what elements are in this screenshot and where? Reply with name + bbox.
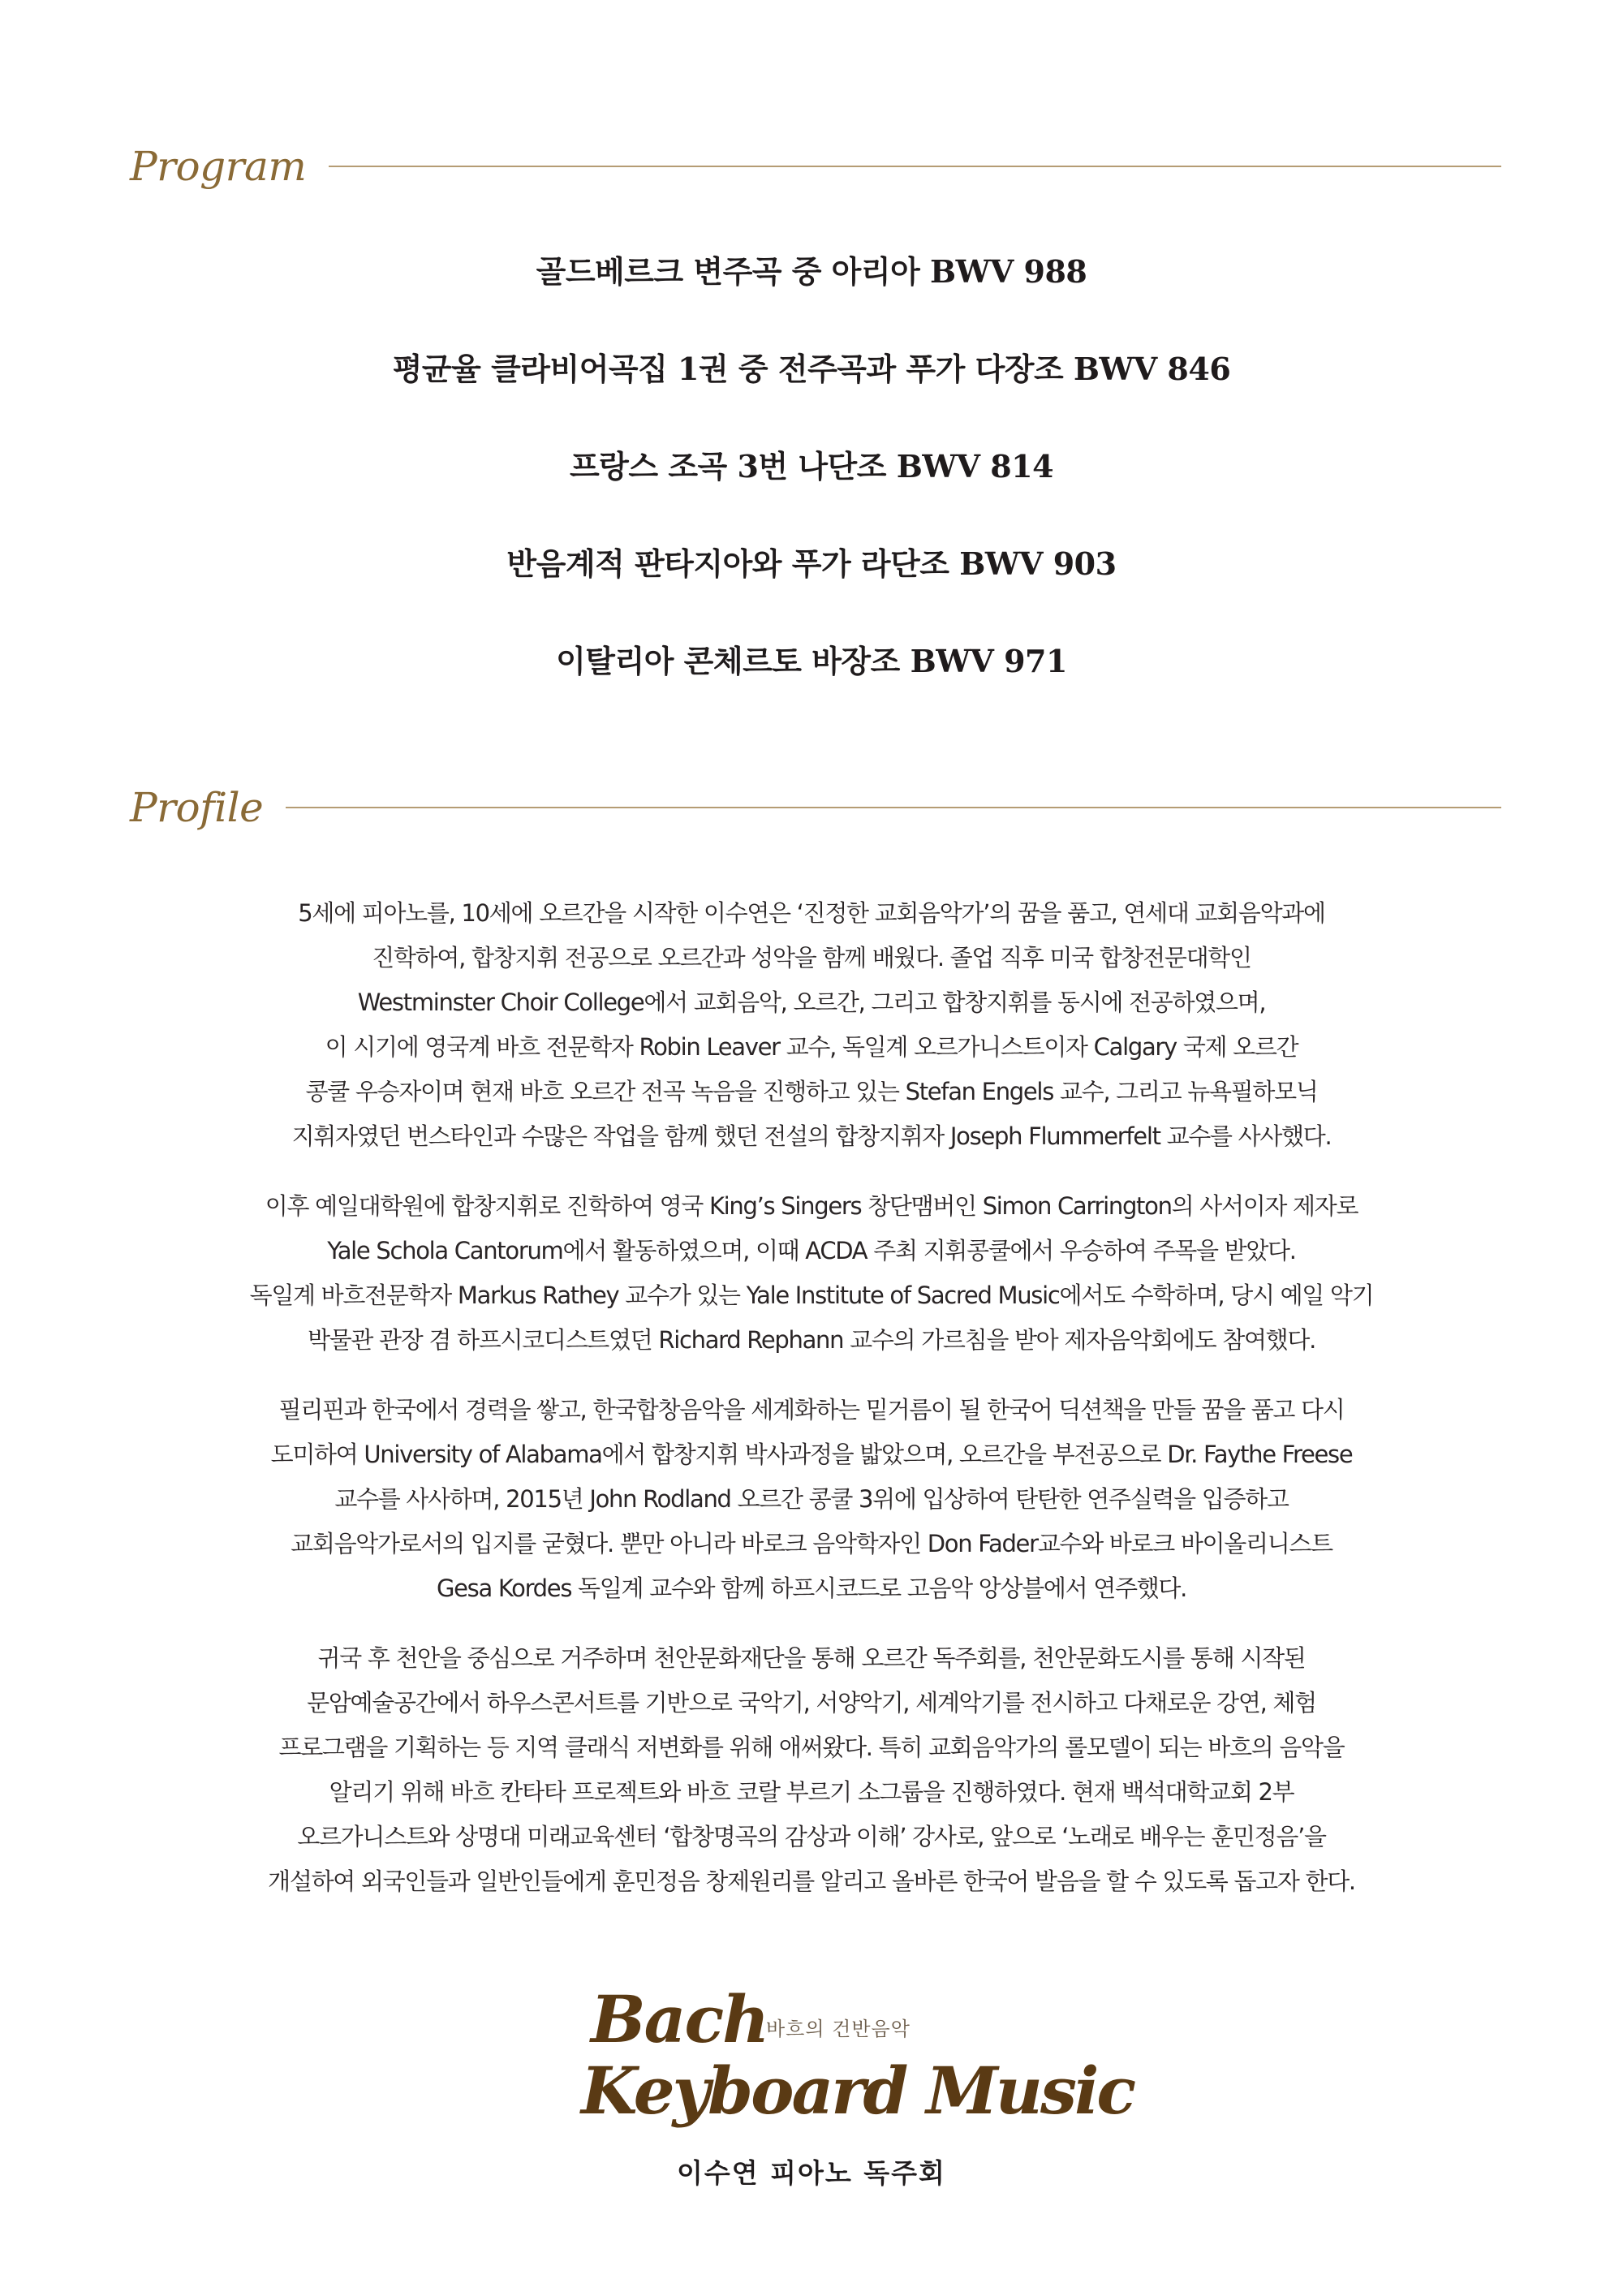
profile-body xyxy=(154,891,1469,1929)
profile-line: 개설하여 외국인들과 일반인들에게 훈민정음 창제원리를 알리고 올바른 한국어 발음을 할 수 있도록 돕고자 한다. xyxy=(268,1867,1355,1895)
profile-line: Westminster Choir College에서 교회음악, 오르간, 그리고 합창지휘를 동시에 전공하였으며, xyxy=(357,989,1266,1016)
profile-line: 이후 예일대학원에 합창지휘로 진학하여 영국 King’s Singers 창단맴버인 Simon Carrington의 사서이자 제자로 xyxy=(265,1192,1358,1220)
profile-heading: Profile xyxy=(130,784,264,831)
performer-recital-title: 이수연 피아노 독주회 xyxy=(677,2157,946,2189)
profile-line: Gesa Kordes 독일계 교수와 함께 하프시코드로 고음악 앙상블에서 연주했다. xyxy=(436,1574,1187,1602)
profile-line: 콩쿨 우승자이며 현재 바흐 오르간 전곡 녹음을 진행하고 있는 Stefan Engels 교수, 그리고 뉴욕필하모닉 xyxy=(305,1078,1318,1105)
program-item: 골드베르크 변주곡 중 아리아 BWV 988 xyxy=(536,253,1087,290)
program-item: 이탈리아 콘체르토 바장조 BWV 971 xyxy=(556,643,1067,679)
profile-paragraph xyxy=(154,1184,1469,1363)
program-item: 프랑스 조곡 3번 나단조 BWV 814 xyxy=(569,448,1054,485)
brand-title-bach: Bach xyxy=(591,1981,768,2057)
profile-line: Yale Schola Cantorum에서 활동하였으며, 이때 ACDA 주최 지휘콩쿨에서 우승하여 주목을 받았다. xyxy=(327,1237,1296,1264)
profile-line: 박물관 관장 겸 하프시코디스트였던 Richard Rephann 교수의 가르침을 받아 제자음악회에도 참여했다. xyxy=(307,1326,1316,1354)
profile-line: 알리기 위해 바흐 칸타타 프로젝트와 바흐 코랄 부르기 소그룹을 진행하였다. 현재 백석대학교회 2부 xyxy=(329,1778,1294,1806)
profile-line: 5세에 피아노를, 10세에 오르간을 시작한 이수연은 ‘진정한 교회음악가’의 꿈을 품고, 연세대 교회음악과에 xyxy=(298,899,1325,927)
program-list xyxy=(0,252,1623,739)
program-divider xyxy=(329,166,1501,167)
profile-line: 이 시기에 영국계 바흐 전문학자 Robin Leaver 교수, 독일계 오르가니스트이자 Calgary 국제 오르간 xyxy=(325,1033,1298,1061)
profile-line: 지휘자였던 번스타인과 수많은 작업을 함께 했던 전설의 합창지휘자 Joseph Flummerfelt 교수를 사사했다. xyxy=(291,1122,1332,1150)
profile-line: 교수를 사사하며, 2015년 John Rodland 오르간 콩쿨 3위에 입상하여 탄탄한 연주실력을 입증하고 xyxy=(334,1485,1289,1513)
concert-branding xyxy=(0,1980,1623,2224)
profile-line: 귀국 후 천안을 중심으로 거주하며 천안문화재단을 통해 오르간 독주회를, 천안문화도시를 통해 시작된 xyxy=(317,1644,1306,1672)
brand-subtitle: 바흐의 건반음악 xyxy=(766,2018,911,2040)
brand-title-keyboard-music: Keyboard Music xyxy=(581,2053,1134,2129)
profile-divider xyxy=(286,807,1501,808)
profile-line: 도미하여 University of Alabama에서 합창지휘 박사과정을 밟았으며, 오르간을 부전공으로 Dr. Faythe Freese xyxy=(270,1441,1353,1468)
program-item: 평균율 클라비어곡집 1권 중 전주곡과 푸가 다장조 BWV 846 xyxy=(392,351,1231,387)
profile-line: 필리핀과 한국에서 경력을 쌓고, 한국합창음악을 세계화하는 밑거름이 될 한국어 딕션책을 만들 꿈을 품고 다시 xyxy=(278,1396,1345,1424)
profile-paragraph xyxy=(154,891,1469,1159)
program-heading: Program xyxy=(130,143,307,190)
profile-line: 문암예술공간에서 하우스콘서트를 기반으로 국악기, 서양악기, 세계악기를 전시하고 다채로운 강연, 체험 xyxy=(307,1689,1316,1717)
profile-section-header xyxy=(130,784,1501,831)
program-section-header xyxy=(130,143,1501,190)
profile-paragraph xyxy=(154,1636,1469,1904)
profile-line: 진학하여, 합창지휘 전공으로 오르간과 성악을 함께 배웠다. 졸업 직후 미국 합창전문대학인 xyxy=(372,944,1251,971)
profile-line: 독일계 바흐전문학자 Markus Rathey 교수가 있는 Yale Institute of Sacred Music에서도 수학하며, 당시 예일 악기 xyxy=(249,1282,1374,1309)
profile-line: 오르가니스트와 상명대 미래교육센터 ‘합창명곡의 감상과 이해’ 강사로, 앞으로 ‘노래로 배우는 훈민정음’을 xyxy=(297,1823,1326,1850)
program-item: 반음계적 판타지아와 푸가 라단조 BWV 903 xyxy=(506,545,1117,582)
profile-line: 교회음악가로서의 입지를 굳혔다. 뿐만 아니라 바로크 음악학자인 Don Fader교수와 바로크 바이올리니스트 xyxy=(291,1530,1332,1557)
profile-line: 프로그램을 기획하는 등 지역 클래식 저변화를 위해 애써왔다. 특히 교회음악가의 롤모델이 되는 바흐의 음악을 xyxy=(278,1734,1345,1761)
profile-paragraph xyxy=(154,1388,1469,1611)
